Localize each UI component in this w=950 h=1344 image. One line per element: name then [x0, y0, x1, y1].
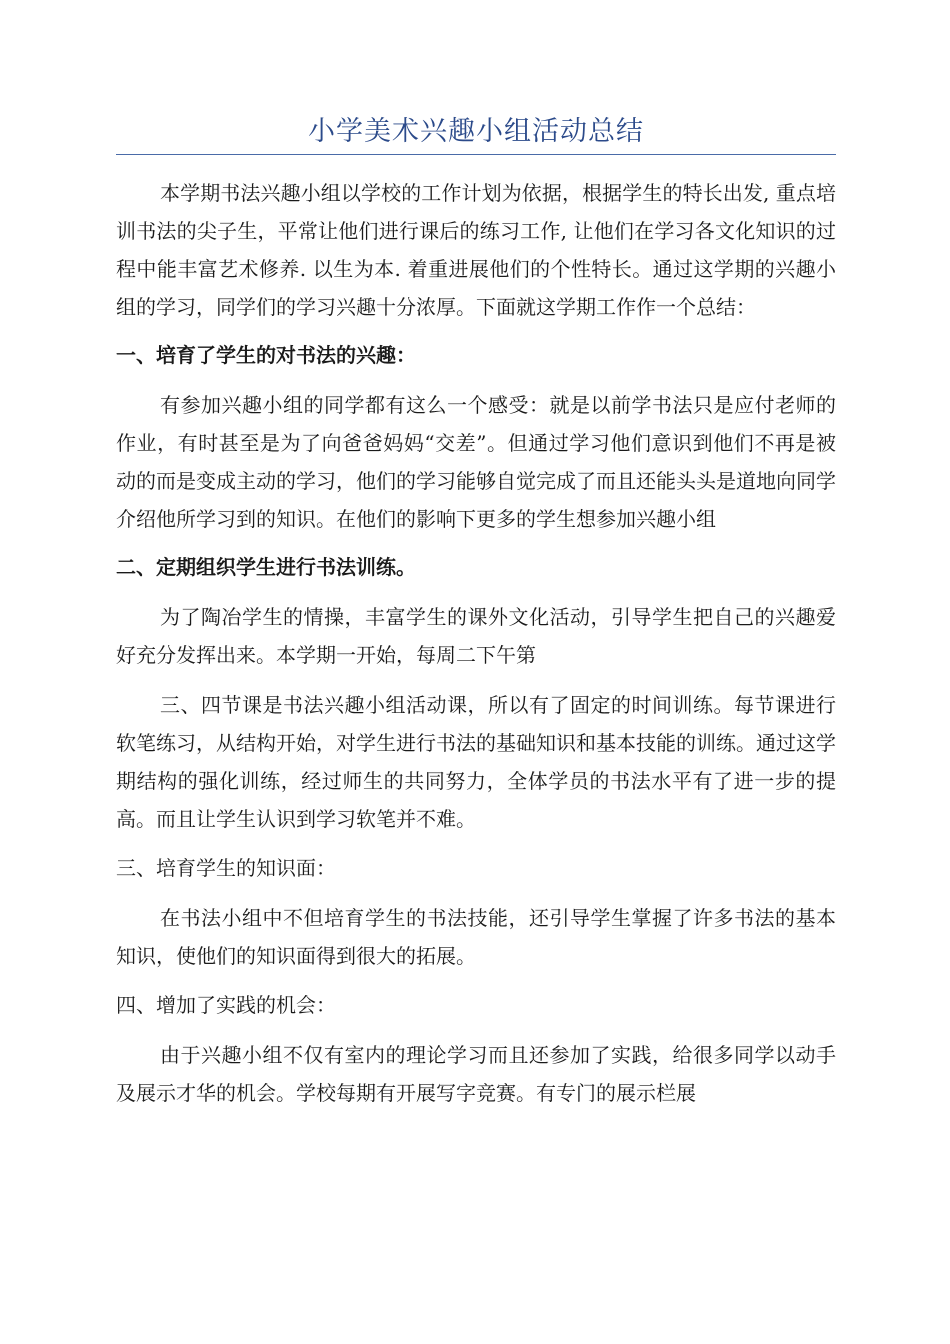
section-2-paragraph-a: 为了陶冶学生的情操，丰富学生的课外文化活动，引导学生把自己的兴趣爱好充分发挥出来。本学期一开始，每周二下午第	[116, 605, 836, 667]
section-2-heading: 二、定期组织学生进行书法训练。	[116, 555, 416, 579]
document-page	[116, 112, 836, 1112]
section-1-paragraph: 有参加兴趣小组的同学都有这么一个感受：就是以前学书法只是应付老师的作业，有时甚至是为了向爸爸妈妈“交差”。但通过学习他们意识到他们不再是被动的而是变成主动的学习，他们的学习能够自觉完成了而且还能头头是道地向同学介绍他所学习到的知识。在他们的影响下更多的学生想参加兴趣小组	[116, 393, 836, 531]
section-1-heading: 一、培育了学生的对书法的兴趣：	[116, 343, 416, 367]
section-4-paragraph: 由于兴趣小组不仅有室内的理论学习而且还参加了实践，给很多同学以动手及展示才华的机会。学校每期有开展写字竞赛。有专门的展示栏展	[116, 1043, 836, 1105]
document-title: 小学美术兴趣小组活动总结	[308, 116, 644, 147]
section-3-heading: 三、培育学生的知识面：	[116, 856, 336, 880]
title-underline	[116, 154, 836, 155]
section-3-paragraph: 在书法小组中不但培育学生的书法技能，还引导学生掌握了许多书法的基本知识，使他们的知识面得到很大的拓展。	[116, 906, 836, 968]
intro-paragraph: 本学期书法兴趣小组以学校的工作计划为依据，根据学生的特长出发, 重点培训书法的尖子生，平常让他们进行课后的练习工作, 让他们在学习各文化知识的过程中能丰富艺术修养. 以生为本. 着重进展他们的个性特长。通过这学期的兴趣小组的学习，同学们的学习兴趣十分浓厚。下面就这学期工作作一个总结：	[116, 181, 836, 319]
section-2-paragraph-b: 三、四节课是书法兴趣小组活动课，所以有了固定的时间训练。每节课进行软笔练习，从结构开始，对学生进行书法的基础知识和基本技能的训练。通过这学期结构的强化训练，经过师生的共同努力，全体学员的书法水平有了进一步的提高。而且让学生认识到学习软笔并不难。	[116, 693, 836, 831]
section-4-heading: 四、增加了实践的机会：	[116, 993, 336, 1017]
